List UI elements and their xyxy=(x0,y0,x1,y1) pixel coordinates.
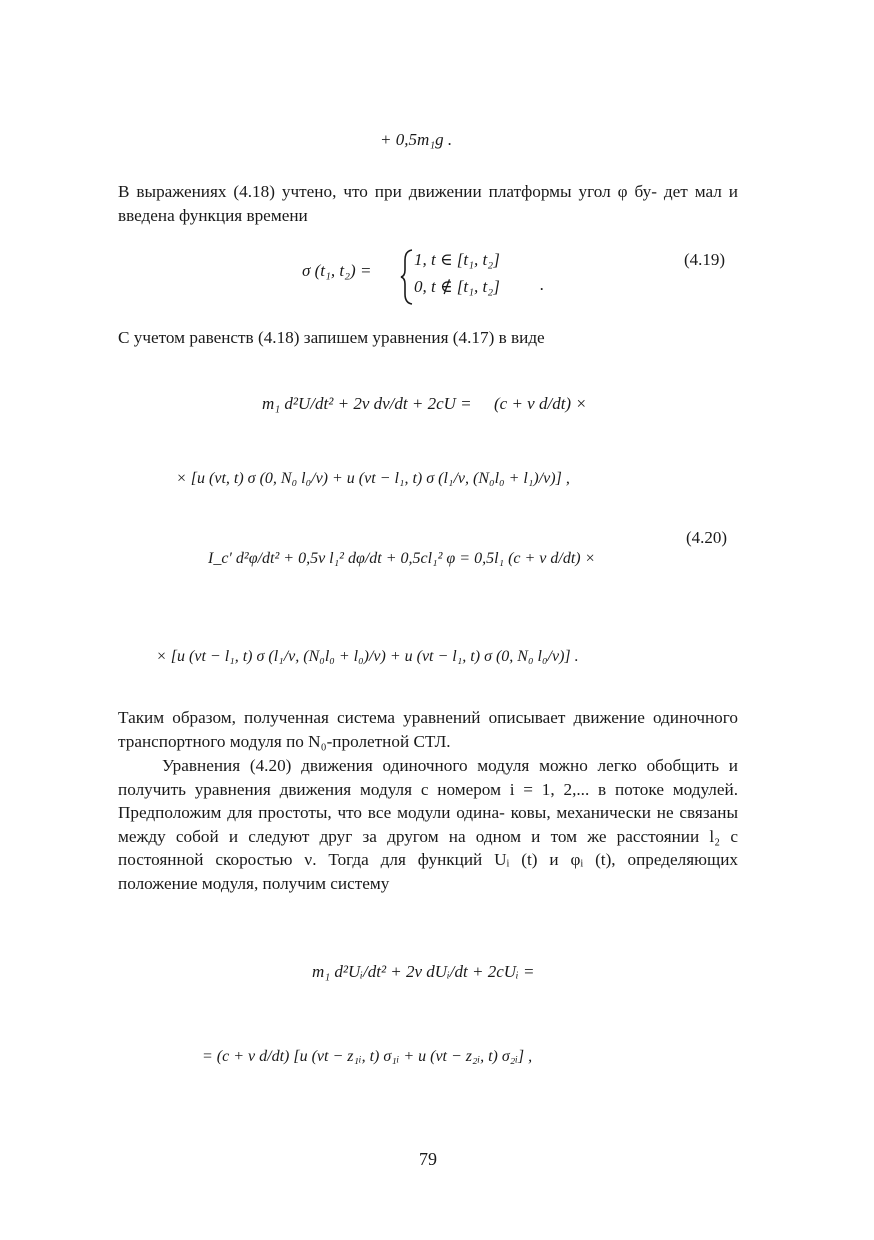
curly-brace xyxy=(400,248,414,306)
equation-line-4: × [u (νt − l₁, t) σ (l₁/ν, (N₀l₀ + l₀)/ν) + u (νt − l₁, t) σ (0, N₀ l₀/ν)] . xyxy=(156,648,579,665)
equation-number: (4.19) xyxy=(684,250,726,269)
equation-fragment: + 0,5m₁g . xyxy=(380,130,453,149)
equation-line-1: m₁ d²Uᵢ/dt² + 2ν dUᵢ/dt + 2cUᵢ = xyxy=(312,962,535,981)
equation-case-1: 1, t ∈ [t₁, t₂] xyxy=(414,250,500,269)
page-number: 79 xyxy=(419,1149,437,1169)
equation-line-1-lhs: m₁ d²U/dt² + 2ν dν/dt + 2cU = xyxy=(262,394,472,413)
equation-line-2: × [u (νt, t) σ (0, N₀ l₀/ν) + u (νt − l₁, t) σ (l₁/ν, (N₀l₀ + l₁)/ν)] , xyxy=(176,470,570,487)
equation-line-2: = (c + ν d/dt) [u (νt − z₁ᵢ, t) σ₁ᵢ + u (νt − z₂ᵢ, t) σ₂ᵢ] , xyxy=(202,1048,533,1065)
equation-line-1-rhs: (c + ν d/dt) × xyxy=(494,394,587,413)
equation-end-dot: . xyxy=(540,275,545,294)
paragraph: В выражениях (4.18) учтено, что при движении платформы угол φ бу- дет мал и введена функция времени xyxy=(118,182,738,225)
paragraph: С учетом равенств (4.18) запишем уравнения (4.17) в виде xyxy=(118,328,545,347)
equation-case-2: 0, t ∉ [t₁, t₂] xyxy=(414,277,500,296)
equation-lhs: σ (t₁, t₂) = xyxy=(302,261,372,280)
equation-line-3: I_c′ d²φ/dt² + 0,5ν l₁² dφ/dt + 0,5cl₁² φ = 0,5l₁ (c + ν d/dt) × xyxy=(208,550,596,567)
paragraph: Таким образом, полученная система уравнений описывает движение одиночного транспортного модуля по N₀-пролетной СТЛ. xyxy=(118,708,738,751)
paragraph: Уравнения (4.20) движения одиночного модуля можно легко обобщить и получить уравнения движения модуля с номером i = 1, 2,... в потоке модулей. Предположим для простоты, что все модули одина- ковы, механически не связаны между собой и следуют друг за другом на одном и том же расстоянии l₂ с постоянной скоростью ν. Тогда для функций Uᵢ (t) и φᵢ (t), определяющих положение модуля, получим систему xyxy=(118,756,738,893)
equation-number: (4.20) xyxy=(686,528,728,547)
